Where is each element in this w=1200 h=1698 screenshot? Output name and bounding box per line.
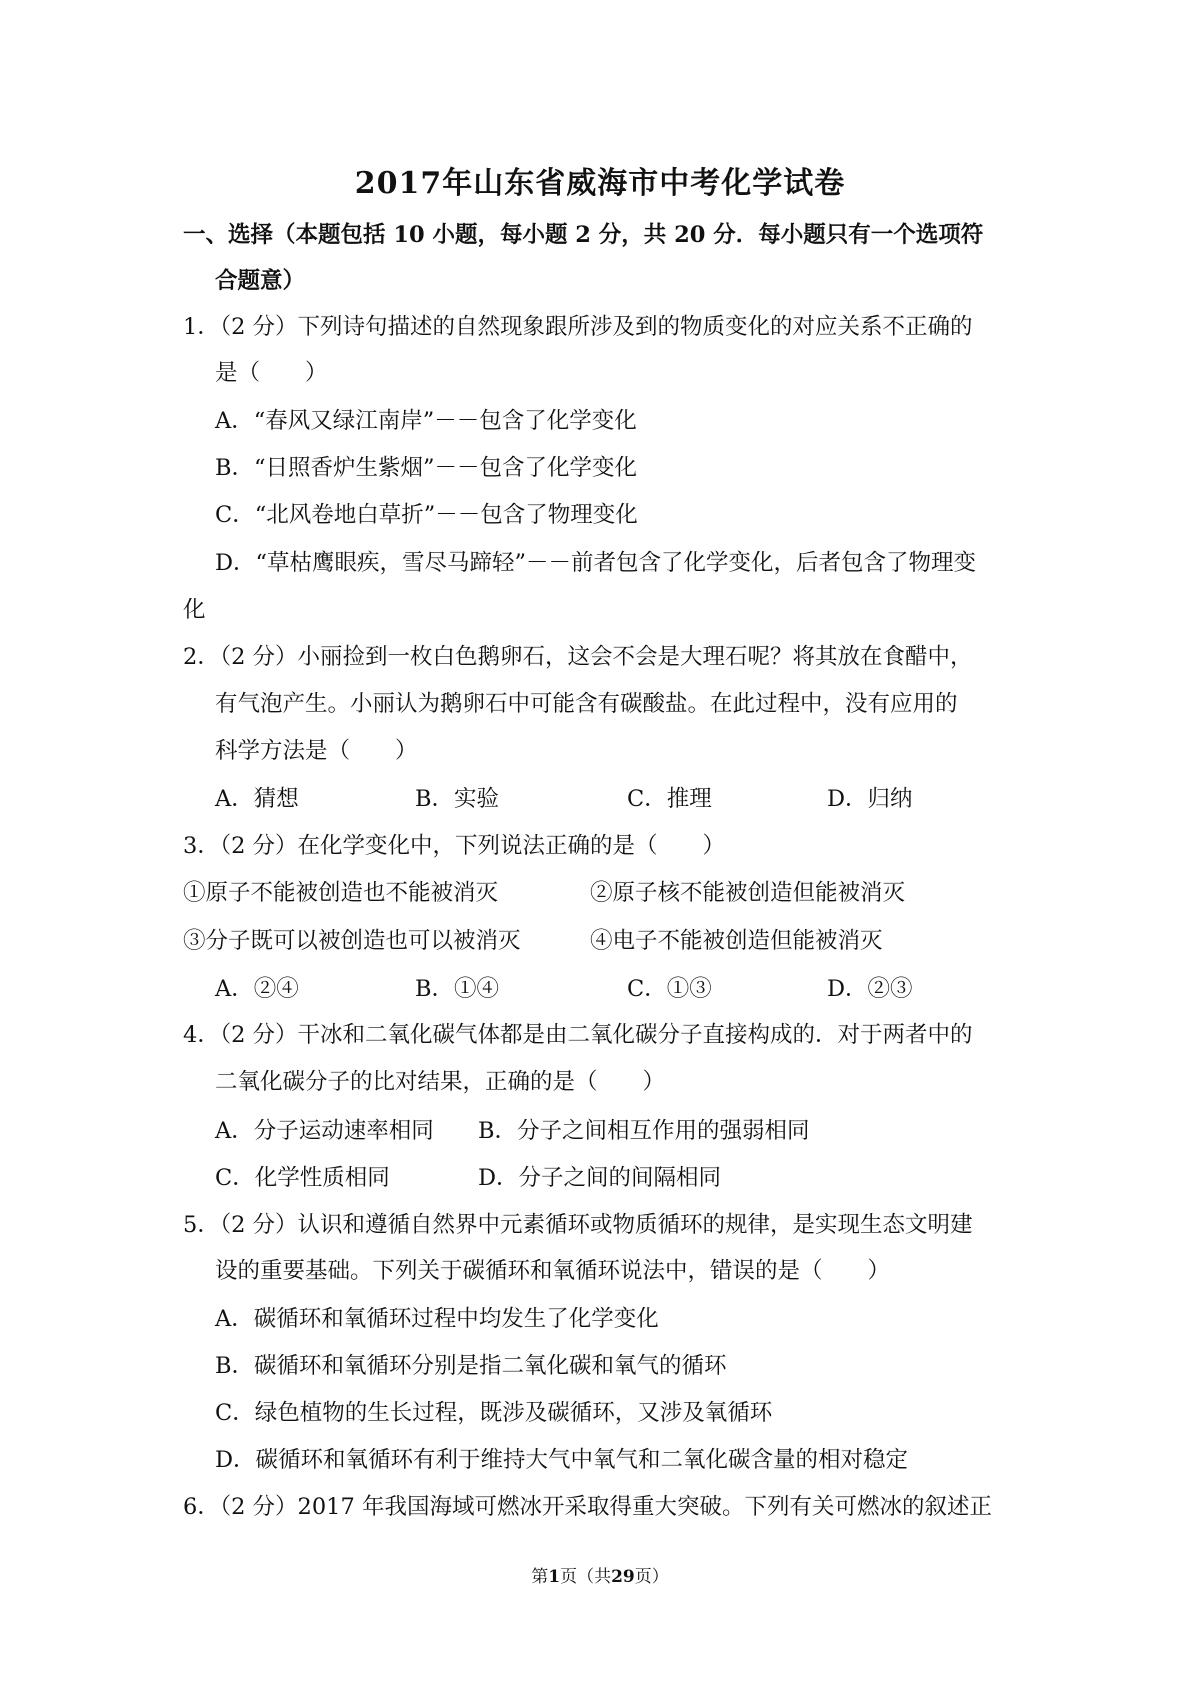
q3-stem: 3．（2 分）在化学变化中，下列说法正确的是（ ） <box>183 833 726 859</box>
q5-stem-line1: 5．（2 分）认识和遵循自然界中元素循环或物质循环的规律，是实现生态文明建 <box>183 1212 973 1238</box>
q4-stem-line1: 4．（2 分）干冰和二氧化碳气体都是由二氧化碳分子直接构成的．对于两者中的 <box>183 1022 973 1048</box>
q1-option-a: A．“春风又绿江南岸”－－包含了化学变化 <box>215 408 637 434</box>
q3-option-d: D．②③ <box>827 976 913 1002</box>
section-heading-line2: 合题意） <box>215 268 306 294</box>
q2-stem-line2: 有气泡产生。小丽认为鹅卵石中可能含有碳酸盐。在此过程中，没有应用的 <box>215 691 958 717</box>
q1-option-c: C．“北风卷地白草折”－－包含了物理变化 <box>215 502 638 528</box>
q1-stem-line2: 是（ ） <box>215 360 328 386</box>
q3-option-b: B．①④ <box>415 976 500 1002</box>
q2-stem-line3: 科学方法是（ ） <box>215 738 418 764</box>
q5-stem-line2: 设的重要基础。下列关于碳循环和氧循环说法中，错误的是（ ） <box>215 1258 891 1284</box>
footer-suffix: 页） <box>634 1567 669 1587</box>
q4-option-d: D．分子之间的间隔相同 <box>478 1165 722 1191</box>
footer-total-pages: 29 <box>611 1567 635 1587</box>
q4-stem-line2: 二氧化碳分子的比对结果，正确的是（ ） <box>215 1069 666 1095</box>
q1-stem-line1: 1．（2 分）下列诗句描述的自然现象跟所涉及到的物质变化的对应关系不正确的 <box>183 314 973 340</box>
q2-option-a: A．猜想 <box>215 786 299 812</box>
q2-option-c: C．推理 <box>627 786 712 812</box>
q4-option-a: A．分子运动速率相同 <box>215 1118 434 1144</box>
q4-option-c: C．化学性质相同 <box>215 1165 390 1191</box>
q2-stem-line1: 2．（2 分）小丽捡到一枚白色鹅卵石，这会不会是大理石呢？将其放在食醋中， <box>183 644 973 670</box>
page-title: 2017年山东省威海市中考化学试卷 <box>354 166 846 201</box>
q1-option-d-line2: 化 <box>183 597 206 623</box>
q5-option-d: D．碳循环和氧循环有利于维持大气中氧气和二氧化碳含量的相对稳定 <box>215 1447 909 1473</box>
q1-option-d-line1: D．“草枯鹰眼疾，雪尽马蹄轻”－－前者包含了化学变化，后者包含了物理变 <box>215 550 977 576</box>
q4-option-b: B．分子之间相互作用的强弱相同 <box>478 1118 810 1144</box>
q3-statement-3: ③分子既可以被创造也可以被消灭 <box>183 928 521 954</box>
q2-option-b: B．实验 <box>415 786 500 812</box>
page-footer <box>0 1562 1200 1587</box>
q3-option-a: A．②④ <box>215 976 299 1002</box>
q3-statement-1: ①原子不能被创造也不能被消灭 <box>183 880 499 906</box>
q3-statement-2: ②原子核不能被创造但能被消灭 <box>590 880 906 906</box>
q1-option-b: B．“日照香炉生紫烟”－－包含了化学变化 <box>215 455 638 481</box>
q5-option-c: C．绿色植物的生长过程，既涉及碳循环，又涉及氧循环 <box>215 1400 773 1426</box>
q5-option-a: A．碳循环和氧循环过程中均发生了化学变化 <box>215 1306 659 1332</box>
section-heading-line1: 一、选择（本题包括 10 小题，每小题 2 分，共 20 分．每小题只有一个选项符 <box>183 222 984 248</box>
q3-option-c: C．①③ <box>627 976 712 1002</box>
q5-option-b: B．碳循环和氧循环分别是指二氧化碳和氧气的循环 <box>215 1353 727 1379</box>
q2-option-d: D．归纳 <box>827 786 913 812</box>
footer-page-number: 1 <box>548 1567 561 1587</box>
q3-statement-4: ④电子不能被创造但能被消灭 <box>590 928 883 954</box>
q6-stem-line1: 6．（2 分）2017 年我国海域可燃冰开采取得重大突破。下列有关可燃冰的叙述正 <box>183 1494 992 1520</box>
footer-middle: 页（共 <box>560 1567 612 1587</box>
footer-prefix: 第 <box>531 1567 549 1587</box>
